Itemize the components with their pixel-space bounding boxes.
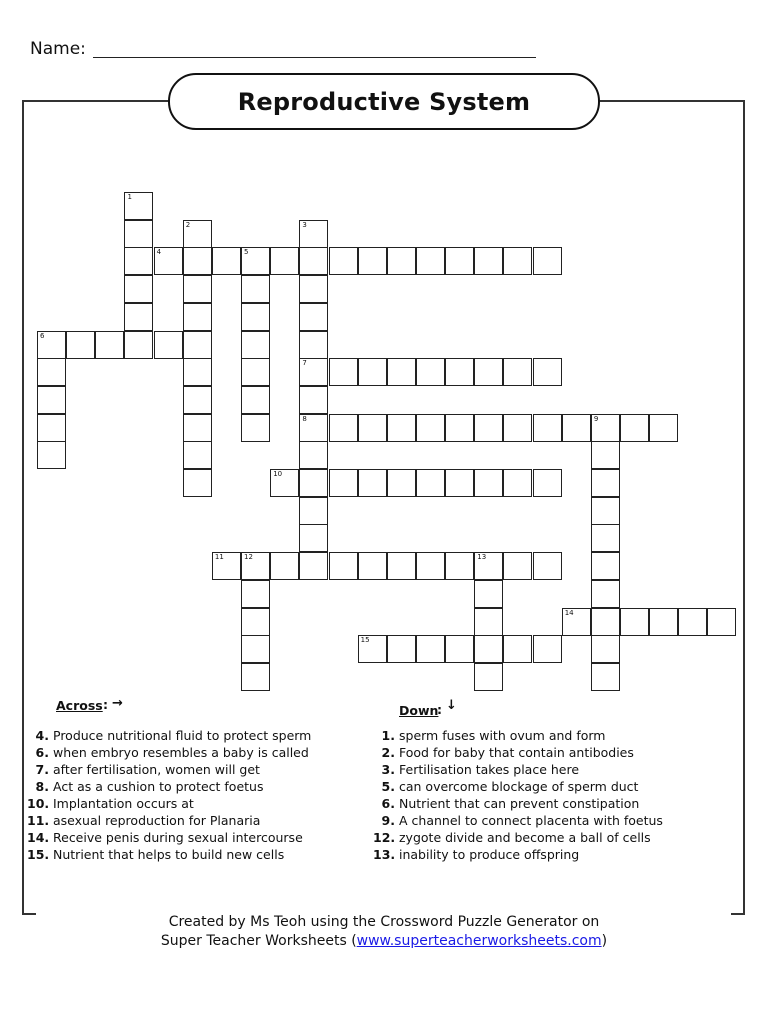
clue-text: Fertilisation takes place here <box>399 762 580 777</box>
crossword-cell[interactable] <box>387 635 416 663</box>
cell-clue-number: 6 <box>40 331 45 340</box>
cell-clue-number: 5 <box>244 248 249 257</box>
crossword-cell[interactable] <box>416 635 445 663</box>
crossword-cell[interactable] <box>445 358 474 386</box>
crossword-cell[interactable] <box>533 552 562 580</box>
crossword-cell[interactable] <box>241 358 270 386</box>
crossword-cell[interactable] <box>183 303 212 331</box>
crossword-cell[interactable] <box>416 414 445 442</box>
crossword-cell[interactable] <box>241 303 270 331</box>
clue-number: 6. <box>35 745 49 760</box>
clue-item <box>373 744 663 761</box>
crossword-cell[interactable] <box>212 552 241 580</box>
page-title: Reproductive System <box>168 73 600 130</box>
crossword-cell[interactable] <box>183 247 212 275</box>
crossword-cell[interactable] <box>154 247 183 275</box>
cell-clue-number: 9 <box>593 414 599 423</box>
clue-number: 7. <box>35 762 49 777</box>
cell-clue-number: 4 <box>156 248 162 257</box>
crossword-cell[interactable] <box>299 247 328 275</box>
crossword-cell[interactable] <box>416 358 445 386</box>
clue-text: Produce nutritional fluid to protect sperm <box>53 728 312 743</box>
crossword-cell[interactable] <box>124 275 153 303</box>
clue-item <box>27 829 311 846</box>
crossword-cell[interactable] <box>678 608 707 636</box>
crossword-cell[interactable] <box>591 469 620 497</box>
crossword-cell[interactable] <box>183 386 212 414</box>
crossword-cell[interactable] <box>241 414 270 442</box>
crossword-cell[interactable] <box>299 275 328 303</box>
crossword-cell[interactable] <box>299 469 328 497</box>
footer-credit <box>0 913 768 951</box>
crossword-cell[interactable] <box>183 275 212 303</box>
cell-clue-number: 7 <box>302 359 307 368</box>
clue-item <box>373 778 663 795</box>
crossword-cell[interactable] <box>387 358 416 386</box>
crossword-cell[interactable] <box>445 635 474 663</box>
crossword-cell[interactable] <box>299 331 328 359</box>
crossword-cell[interactable] <box>95 331 124 359</box>
clue-item <box>27 846 311 863</box>
crossword-cell[interactable] <box>591 524 620 552</box>
crossword-cell[interactable] <box>358 469 387 497</box>
clue-text: Implantation occurs at <box>53 796 194 811</box>
crossword-cell[interactable] <box>474 247 503 275</box>
crossword-cell[interactable] <box>183 414 212 442</box>
crossword-cell[interactable] <box>270 552 299 580</box>
crossword-cell[interactable] <box>474 635 503 663</box>
crossword-cell[interactable] <box>154 331 183 359</box>
clue-text: sperm fuses with ovum and form <box>399 728 606 743</box>
across-clue-list <box>27 727 311 863</box>
crossword-cell[interactable] <box>533 635 562 663</box>
clue-text: A channel to connect placenta with foetus <box>399 813 663 828</box>
crossword-cell[interactable] <box>591 635 620 663</box>
crossword-cell[interactable] <box>533 414 562 442</box>
crossword-cell[interactable] <box>474 608 503 636</box>
crossword-cell[interactable] <box>503 414 532 442</box>
crossword-cell[interactable] <box>533 358 562 386</box>
crossword-cell[interactable] <box>241 552 270 580</box>
crossword-cell[interactable] <box>591 441 620 469</box>
clue-number: 5. <box>381 779 395 794</box>
crossword-cell[interactable] <box>329 247 358 275</box>
crossword-cell[interactable] <box>649 414 678 442</box>
clue-number: 8. <box>35 779 49 794</box>
crossword-cell[interactable] <box>299 552 328 580</box>
down-heading-label: Down <box>399 703 439 718</box>
crossword-cell[interactable] <box>37 331 66 359</box>
clue-item <box>27 761 311 778</box>
crossword-cell[interactable] <box>299 220 328 248</box>
crossword-cell[interactable] <box>416 552 445 580</box>
crossword-cell[interactable] <box>241 275 270 303</box>
crossword-cell[interactable] <box>503 552 532 580</box>
crossword-cell[interactable] <box>124 303 153 331</box>
crossword-cell[interactable] <box>212 247 241 275</box>
cell-clue-number: 1 <box>127 193 132 201</box>
crossword-cell[interactable] <box>620 414 649 442</box>
crossword-cell[interactable] <box>445 247 474 275</box>
crossword-cell[interactable] <box>503 358 532 386</box>
right-arrow-icon: → <box>112 696 123 711</box>
clue-item <box>27 795 311 812</box>
footer-line1: Created by Ms Teoh using the Crossword Puzzle Generator on <box>168 914 600 930</box>
across-heading-label: Across <box>56 698 103 713</box>
crossword-cell[interactable] <box>241 663 270 691</box>
crossword-cell[interactable] <box>124 247 153 275</box>
crossword-cell[interactable] <box>66 331 95 359</box>
crossword-cell[interactable] <box>707 608 736 636</box>
crossword-cell[interactable] <box>591 414 620 442</box>
crossword-cell[interactable] <box>241 331 270 359</box>
clue-text: zygote divide and become a ball of cells <box>399 830 651 845</box>
crossword-cell[interactable] <box>503 635 532 663</box>
clue-number: 4. <box>35 728 49 743</box>
crossword-cell[interactable] <box>124 331 153 359</box>
footer-line2-prefix: Super Teacher Worksheets ( <box>160 933 357 949</box>
clue-number: 2. <box>381 745 395 760</box>
clue-item <box>373 829 663 846</box>
clue-number: 15. <box>27 847 50 862</box>
clue-text: Nutrient that helps to build new cells <box>53 847 285 862</box>
footer-line2-suffix: ) <box>601 933 608 949</box>
cell-clue-number: 10 <box>273 470 283 478</box>
crossword-cell[interactable] <box>124 192 153 220</box>
crossword-cell[interactable] <box>591 497 620 525</box>
clue-number: 1. <box>381 728 395 743</box>
crossword-cell[interactable] <box>183 358 212 386</box>
crossword-cell[interactable] <box>329 552 358 580</box>
crossword-cell[interactable] <box>591 608 620 636</box>
crossword-cell[interactable] <box>591 552 620 580</box>
crossword-cell[interactable] <box>387 552 416 580</box>
clue-number: 14. <box>27 830 50 845</box>
crossword-cell[interactable] <box>474 358 503 386</box>
cell-clue-number: 14 <box>564 608 574 617</box>
crossword-cell[interactable] <box>329 469 358 497</box>
clue-text: asexual reproduction for Planaria <box>53 813 261 828</box>
crossword-cell[interactable] <box>299 414 328 442</box>
crossword-cell[interactable] <box>124 220 153 248</box>
cell-clue-number: 12 <box>244 553 253 562</box>
crossword-cell[interactable] <box>533 469 562 497</box>
clue-number: 13. <box>373 847 396 862</box>
crossword-cell[interactable] <box>474 469 503 497</box>
cell-clue-number: 3 <box>302 220 307 229</box>
crossword-cell[interactable] <box>183 469 212 497</box>
clue-number: 9. <box>381 813 395 828</box>
crossword-cell[interactable] <box>445 552 474 580</box>
crossword-cell[interactable] <box>299 497 328 525</box>
crossword-cell[interactable] <box>416 247 445 275</box>
crossword-cell[interactable] <box>241 580 270 608</box>
clue-number: 3. <box>381 762 395 777</box>
clue-item <box>373 812 663 829</box>
clue-item <box>27 727 311 744</box>
crossword-cell[interactable] <box>358 552 387 580</box>
crossword-cell[interactable] <box>416 469 445 497</box>
clue-item <box>373 846 663 863</box>
clue-number: 10. <box>27 796 50 811</box>
crossword-cell[interactable] <box>445 469 474 497</box>
crossword-cell[interactable] <box>503 247 532 275</box>
crossword-cell[interactable] <box>533 247 562 275</box>
cell-clue-number: 8 <box>302 414 307 423</box>
crossword-cell[interactable] <box>270 247 299 275</box>
crossword-cell[interactable] <box>299 358 328 386</box>
crossword-cell[interactable] <box>387 247 416 275</box>
crossword-cell[interactable] <box>329 358 358 386</box>
crossword-cell[interactable] <box>299 524 328 552</box>
crossword-cell[interactable] <box>270 469 299 497</box>
crossword-cell[interactable] <box>591 663 620 691</box>
cell-clue-number: 13 <box>477 553 487 562</box>
clue-item <box>27 778 311 795</box>
clue-text: Receive penis during sexual intercourse <box>53 830 303 845</box>
crossword-cell[interactable] <box>387 414 416 442</box>
crossword-cell[interactable] <box>299 441 328 469</box>
crossword-cell[interactable] <box>299 303 328 331</box>
crossword-cell[interactable] <box>562 608 591 636</box>
crossword-cell[interactable] <box>358 414 387 442</box>
crossword-cell[interactable] <box>241 386 270 414</box>
footer-link[interactable]: www.superteacherworksheets.com <box>356 933 602 949</box>
down-heading <box>399 703 438 718</box>
crossword-cell[interactable] <box>445 414 474 442</box>
crossword-cell[interactable] <box>503 469 532 497</box>
cell-clue-number: 15 <box>360 636 370 645</box>
crossword-cell[interactable] <box>387 469 416 497</box>
clue-text: can overcome blockage of sperm duct <box>399 779 639 794</box>
name-label: Name: <box>30 39 86 59</box>
clue-text: when embryo resembles a baby is called <box>53 745 309 760</box>
crossword-cell[interactable] <box>183 331 212 359</box>
footer-line2 <box>0 932 768 951</box>
clue-item <box>373 761 663 778</box>
crossword-cell[interactable] <box>183 220 212 248</box>
crossword-cell[interactable] <box>241 247 270 275</box>
crossword-cell[interactable] <box>474 580 503 608</box>
clue-text: inability to produce offspring <box>399 847 580 862</box>
crossword-cell[interactable] <box>474 414 503 442</box>
crossword-cell[interactable] <box>591 580 620 608</box>
crossword-cell[interactable] <box>183 441 212 469</box>
clue-text: Act as a cushion to protect foetus <box>53 779 264 794</box>
crossword-cell[interactable] <box>37 386 66 414</box>
clue-text: Nutrient that can prevent constipation <box>399 796 640 811</box>
cell-clue-number: 2 <box>185 220 191 229</box>
clue-number: 12. <box>373 830 396 845</box>
crossword-cell[interactable] <box>358 635 387 663</box>
crossword-cell[interactable] <box>649 608 678 636</box>
down-arrow-icon: ↓ <box>446 698 457 713</box>
crossword-cell[interactable] <box>474 663 503 691</box>
crossword-cell[interactable] <box>329 414 358 442</box>
crossword-cell[interactable] <box>358 247 387 275</box>
crossword-cell[interactable] <box>241 608 270 636</box>
crossword-cell[interactable] <box>37 441 66 469</box>
across-colon: : <box>103 697 108 712</box>
clue-item <box>373 727 663 744</box>
across-heading <box>56 698 103 713</box>
down-clue-list <box>373 727 663 863</box>
clue-text: Food for baby that contain antibodies <box>399 745 634 760</box>
crossword-cell[interactable] <box>358 358 387 386</box>
cell-clue-number: 11 <box>214 553 224 562</box>
clue-number: 11. <box>27 813 50 828</box>
clue-number: 6. <box>381 796 395 811</box>
crossword-cell[interactable] <box>37 414 66 442</box>
down-colon: : <box>437 702 442 717</box>
crossword-cell[interactable] <box>299 386 328 414</box>
clue-text: after fertilisation, women will get <box>53 762 260 777</box>
clue-item <box>373 795 663 812</box>
crossword-cell[interactable] <box>37 358 66 386</box>
crossword-cell[interactable] <box>562 414 591 442</box>
clue-item <box>27 812 311 829</box>
crossword-cell[interactable] <box>620 608 649 636</box>
crossword-cell[interactable] <box>474 552 503 580</box>
clue-item <box>27 744 311 761</box>
crossword-cell[interactable] <box>241 635 270 663</box>
